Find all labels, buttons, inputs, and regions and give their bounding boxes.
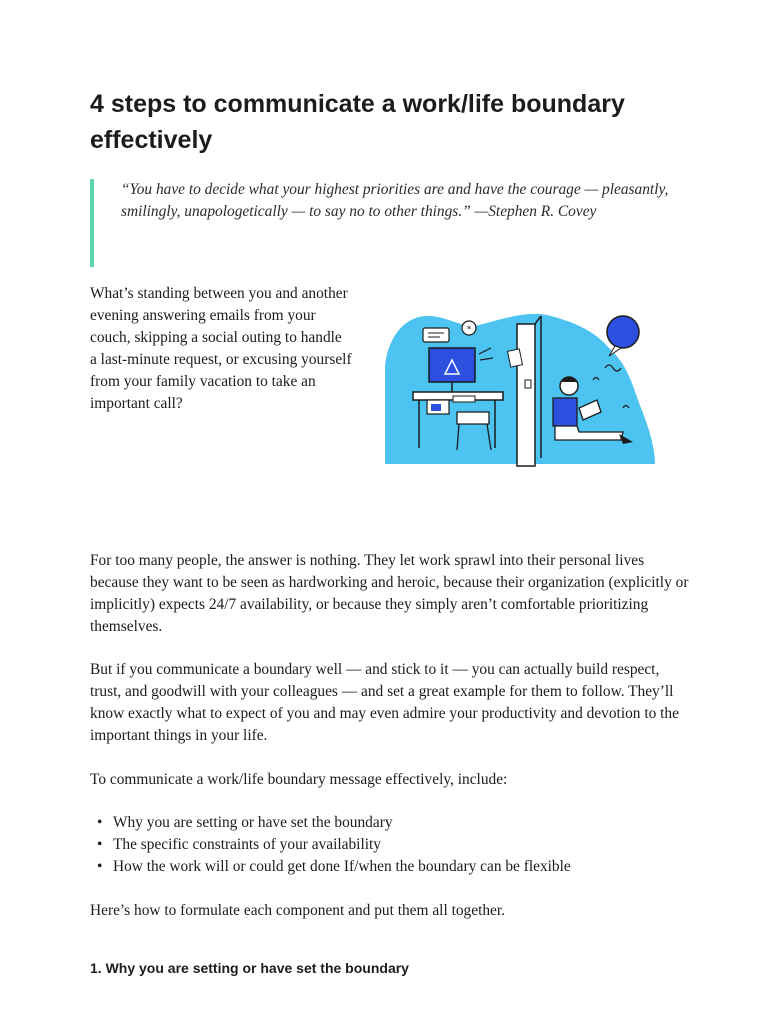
list-item <box>90 812 690 834</box>
speech-bubble <box>607 316 639 348</box>
paragraph-list-intro: To communicate a work/life boundary message effectively, include: <box>90 771 508 788</box>
components-list <box>90 812 690 878</box>
list-item-text: The specific constraints of your availability <box>113 836 381 853</box>
list-item-text: How the work will or could get done If/when the boundary can be flexible <box>113 858 571 875</box>
quote-text: “You have to decide what your highest priorities are and have the courage — pleasantly, smilingly, unapologetically — to say no to other things.” —Stephen R. Covey <box>121 181 669 220</box>
svg-text:*: * <box>466 325 472 335</box>
article-title: 4 steps to communicate a work/life boundary effectively <box>90 90 625 154</box>
bullet-icon: • <box>97 814 103 831</box>
paragraph-benefits: But if you communicate a boundary well — and stick to it — you can actually build respect, trust, and goodwill with your colleagues — and set a great example for them to follow. They’ll know exactly what to expect of you and may even admire your productivity and devotion to the important things in your life. <box>90 661 679 744</box>
step-1-heading: 1. Why you are setting or have set the boundary <box>90 960 409 976</box>
chair <box>457 412 489 424</box>
work-life-illustration <box>383 308 657 468</box>
list-item <box>90 834 690 856</box>
pull-quote <box>90 179 688 267</box>
bullet-icon: • <box>97 836 103 853</box>
person-body <box>553 398 577 426</box>
paragraph-closing: Here’s how to formulate each component and put them all together. <box>90 902 505 919</box>
paragraph-answer: For too many people, the answer is nothing. They let work sprawl into their personal lives because they want to be seen as hardworking and heroic, because their organization (explicitly or implicitly) expects 24/7 availability, or because they simply aren’t comfortable prioritizing themselves. <box>90 552 689 635</box>
bullet-icon: • <box>97 858 103 875</box>
computer-monitor-icon <box>429 348 475 382</box>
intro-paragraph: What’s standing between you and another evening answering emails from your couch, skipping a social outing to handle a last-minute request, or excusing yourself from your family vacation to take an important call? <box>90 285 352 412</box>
message-bubble-icon <box>423 328 449 342</box>
list-item <box>90 856 690 878</box>
list-item-text: Why you are setting or have set the boundary <box>113 814 393 831</box>
doorway <box>517 324 535 466</box>
